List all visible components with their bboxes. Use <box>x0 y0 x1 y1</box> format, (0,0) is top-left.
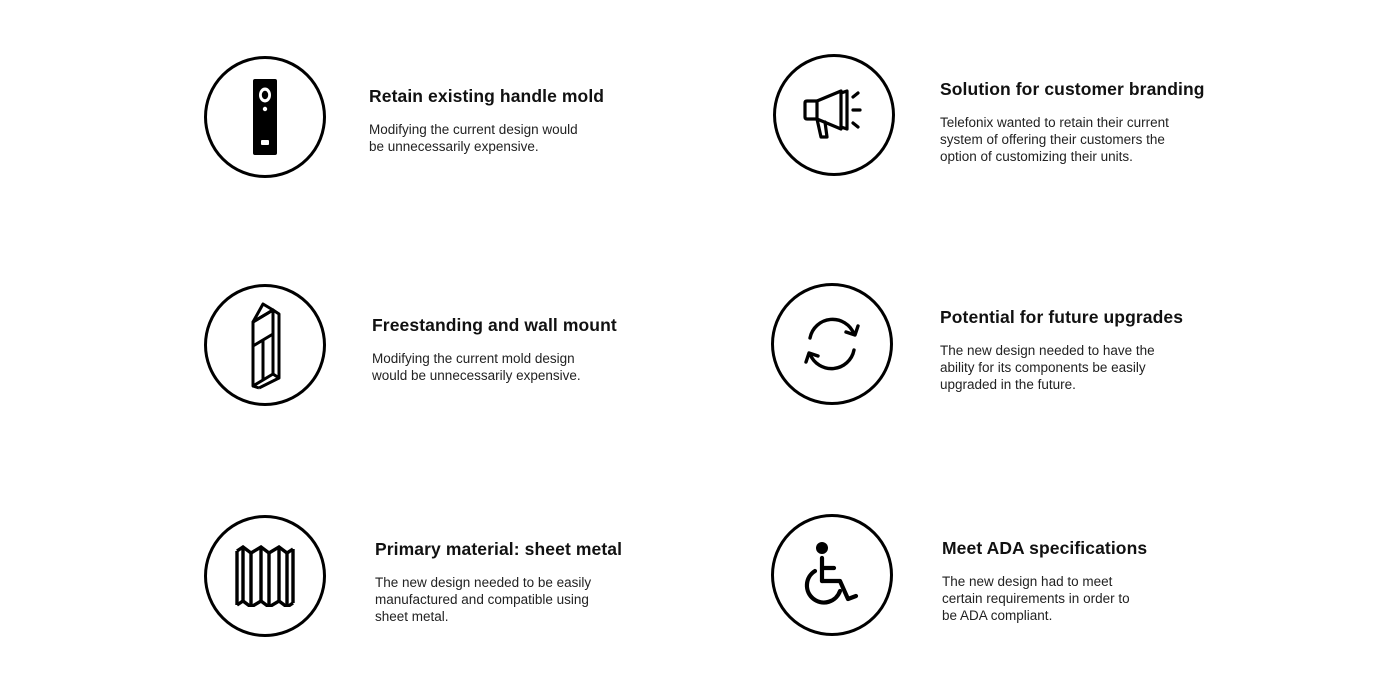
feature-description: The new design needed to have the ability for its components be easily upgraded in the future. <box>940 343 1155 392</box>
icon-circle <box>204 56 326 178</box>
megaphone-icon <box>801 87 867 143</box>
refresh-icon <box>800 314 864 374</box>
feature-title: Freestanding and wall mount <box>372 315 617 335</box>
icon-circle <box>771 283 893 405</box>
feature-text <box>942 538 1222 624</box>
feature-title: Retain existing handle mold <box>369 86 605 106</box>
icon-circle <box>204 515 326 637</box>
feature-title: Primary material: sheet metal <box>375 539 623 559</box>
feature-description: Modifying the current design would be unnecessarily expensive. <box>369 122 578 154</box>
feature-text <box>940 79 1220 165</box>
icon-circle <box>204 284 326 406</box>
feature-text <box>940 307 1220 393</box>
icon-circle <box>773 54 895 176</box>
feature-title: Potential for future upgrades <box>940 307 1184 327</box>
wheelchair-icon <box>800 541 864 609</box>
kiosk-icon <box>245 300 285 390</box>
feature-text <box>372 315 652 384</box>
feature-title: Meet ADA specifications <box>942 538 1148 558</box>
feature-title: Solution for customer branding <box>940 79 1205 99</box>
feature-text <box>369 86 649 155</box>
handle-icon <box>250 77 280 157</box>
feature-description: Telefonix wanted to retain their current system of offering their customers the option of customizing their units. <box>940 115 1169 164</box>
feature-description: Modifying the current mold design would be unnecessarily expensive. <box>372 351 581 383</box>
icon-circle <box>771 514 893 636</box>
feature-description: The new design had to meet certain requirements in order to be ADA compliant. <box>942 574 1130 623</box>
feature-description: The new design needed to be easily manufactured and compatible using sheet metal. <box>375 575 592 624</box>
sheet-metal-icon <box>234 545 296 607</box>
feature-text <box>375 539 655 625</box>
